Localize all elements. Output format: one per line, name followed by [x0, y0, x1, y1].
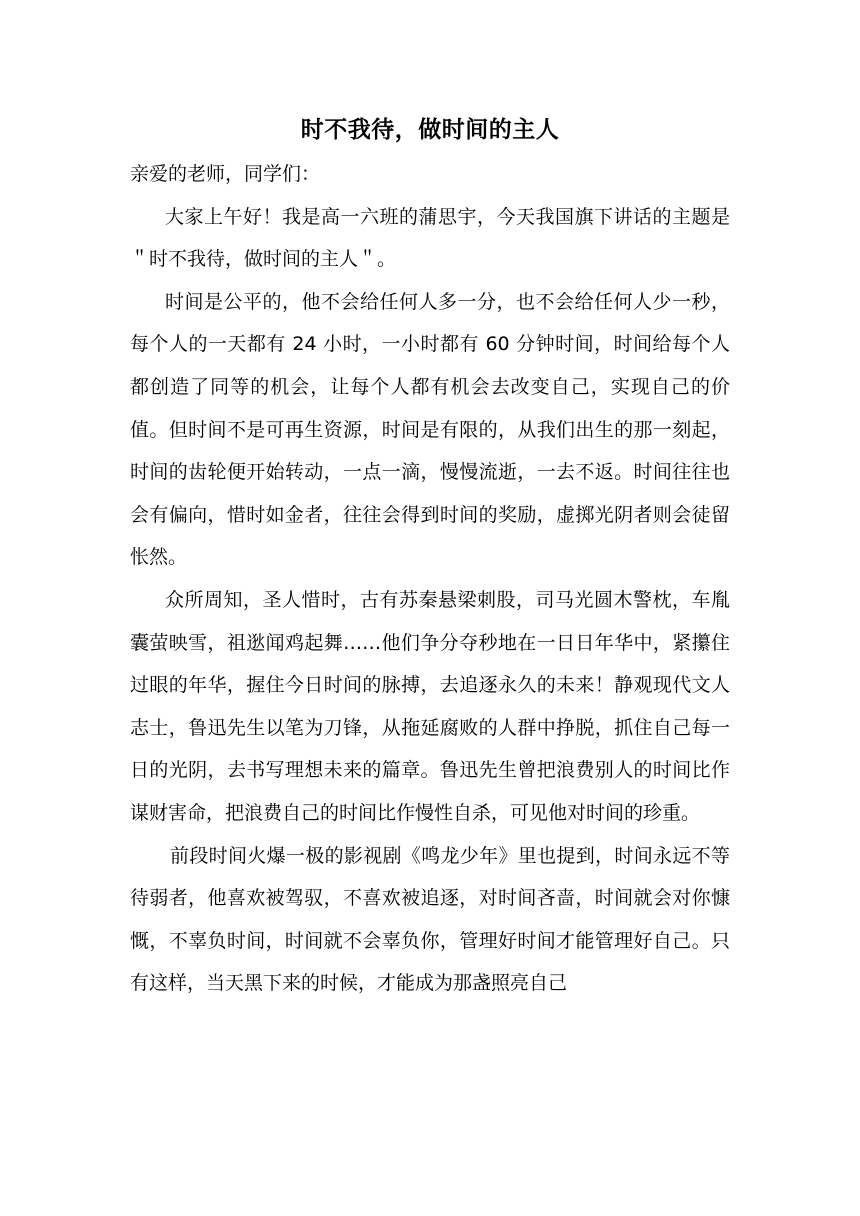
paragraph-greeting: 大家上午好！我是高一六班的蒲思宇，今天我国旗下讲话的主题是＂时不我待，做时间的主人＂。 [130, 205, 730, 271]
paragraph-time-is-fair: 时间是公平的，他不会给任何人多一分，也不会给任何人少一秒，每个人的一天都有 24 小时，一小时都有 60 分钟时间，时间给每个人都创造了同等的机会，让每个人都有机会去改变自己，实现自己的价值。但时间不是可再生资源，时间是有限的，从我们出生的那一刻起，时间的齿轮便开始转动，一点一滴，慢慢流逝，一去不返。时间往往也会有偏向，惜时如金者，往往会得到时间的奖励，虚掷光阴者则会徒留怅然。 [130, 290, 730, 569]
document-title: 时不我待，做时间的主人 [300, 117, 560, 143]
salutation: 亲爱的老师，同学们： [130, 163, 321, 185]
document-body [130, 153, 730, 1005]
paragraph-historical-examples: 众所周知，圣人惜时，古有苏秦悬梁刺股，司马光圆木警枕，车胤囊萤映雪，祖逖闻鸡起舞……他们争分夺秒地在一日日年华中，紧攥住过眼的年华，握住今日时间的脉搏，去追逐永久的未来！静观现代文人志士，鲁迅先生以笔为刀锋，从拖延腐败的人群中挣脱，抓住自己每一日的光阴，去书写理想未来的篇章。鲁迅先生曾把浪费别人的时间比作谋财害命，把浪费自己的时间比作慢性自杀，可见他对时间的珍重。 [130, 588, 730, 824]
paragraph-tv-drama: 前段时间火爆一极的影视剧《鸣龙少年》里也提到，时间永远不等待弱者，他喜欢被驾驭，不喜欢被追逐，对时间吝啬，时间就会对你慷慨，不辜负时间，时间就不会辜负你，管理好时间才能管理好自己。只有这样，当天黑下来的时候，才能成为那盏照亮自己 [130, 844, 730, 995]
